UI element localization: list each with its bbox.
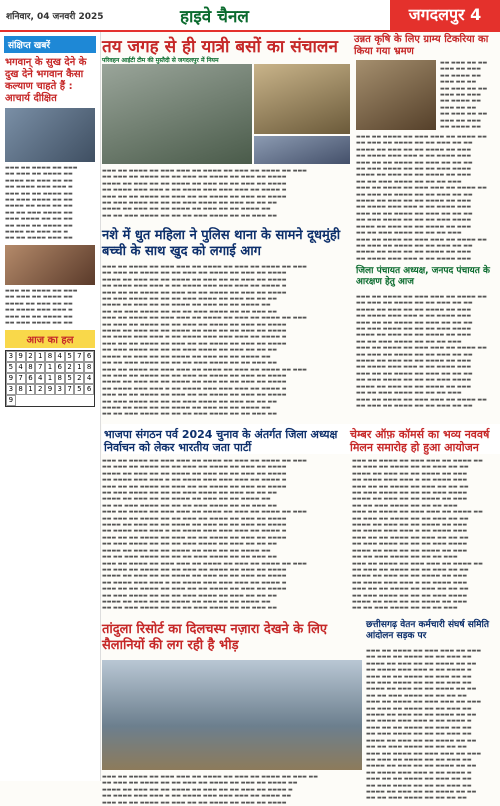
right-bottom-headline: छत्तीसगढ़ वेतन कर्मचारी संघर्ष समिति आंदोलन सड़क पर (366, 620, 489, 641)
sudoku-cell: 7 (16, 373, 26, 384)
tandula-headline: तांदुला रिसोर्ट का दिलचस्प नज़ारा देखने के लिए सैलानियों की लग रही है भीड़ (102, 622, 328, 653)
sudoku-cell: 3 (55, 384, 65, 395)
chamber-headline: चेम्बर ऑफ़ कॉमर्स का भव्य नववर्ष मिलन समारोह हो हुआ आयोजन (350, 428, 490, 454)
sudoku-cell: 4 (55, 351, 65, 362)
sudoku-cell: 3 (6, 351, 16, 362)
sudoku-cell: 5 (74, 384, 84, 395)
farm-visit-photo (356, 60, 436, 130)
sudoku-cell: 8 (84, 362, 94, 373)
sudoku-cell: 4 (16, 362, 26, 373)
sudoku-cell: 7 (74, 351, 84, 362)
main-story-text: ▬▬▬ ▬▬ ▬▬▬▬ ▬▬ ▬▬▬ ▬▬▬ ▬▬ ▬▬▬▬ ▬▬ ▬▬▬ ▬▬ ▬▬▬▬ ▬▬ ▬▬▬ ▬▬ ▬▬▬ ▬▬ ▬▬▬▬ ▬▬ ▬▬ ▬▬▬ ▬▬ ▬▬▬▬ ▬▬ ▬▬▬ ▬▬ ▬▬▬▬ ▬▬▬▬ ▬▬ ▬▬▬ ▬▬ ▬▬ ▬▬▬▬ ▬▬ ▬▬▬ ▬▬ ▬▬ ▬▬▬ ▬▬ ▬▬▬▬ ▬▬ ▬▬▬▬ ▬▬▬ ▬▬▬ ▬ ▬▬ ▬▬▬▬ ▬▬▬ ▬▬▬ ▬▬▬ ▬▬ ▬▬▬▬ ▬ ▬▬▬ ▬▬ ▬▬ ▬▬▬▬ ▬▬ ▬▬▬ ▬▬ ▬▬ ▬▬▬▬ ▬▬ ▬▬▬ ▬▬ ▬▬▬▬ ▬▬ ▬▬▬ ▬▬▬▬ ▬▬ ▬▬ ▬▬ ▬▬▬ ▬▬▬▬ ▬▬ ▬▬▬ ▬▬ ▬▬ ▬▬ ▬▬▬▬ ▬▬ ▬▬▬ ▬▬ ▬▬ ▬▬▬▬ ▬▬ ▬▬▬ ▬▬ ▬▬ ▬▬▬▬ ▬▬ ▬▬ ▬▬ ▬▬▬ ▬▬▬▬ ▬▬ ▬▬ ▬▬ ▬▬▬ ▬▬▬▬ ▬▬ ▬▬ ▬▬▬ ▬▬ (102, 168, 307, 219)
sudoku-cell: 6 (84, 384, 94, 395)
second-headline: नशे में धुत महिला ने पुलिस थाना के सामने दूधमुंही बच्ची के साथ खुद को लगाई आग (102, 228, 341, 259)
right-story-text: ▬▬▬ ▬▬ ▬▬▬▬ ▬▬ ▬▬▬ ▬▬▬ ▬▬ ▬▬▬▬ ▬▬ ▬▬ ▬▬▬ ▬▬ ▬▬▬▬ ▬▬ ▬▬ ▬▬▬ ▬▬ ▬▬ ▬▬▬▬ ▬▬ ▬▬▬ ▬▬ ▬▬ ▬▬▬▬ ▬▬ ▬▬▬ ▬▬ ▬▬▬▬ ▬▬▬ ▬▬▬ ▬ ▬▬ ▬▬▬▬ ▬▬▬ ▬▬▬ ▬▬ ▬▬ ▬▬▬▬ ▬▬ ▬▬▬ ▬▬ ▬▬ ▬▬ ▬▬ ▬▬▬ ▬▬▬▬ ▬▬ ▬▬ ▬▬ ▬▬▬ ▬▬▬▬ ▬▬▬▬ ▬▬ ▬▬▬ ▬▬ ▬▬ ▬▬▬▬ ▬▬ ▬▬▬ ▬▬ ▬▬ ▬▬▬ ▬▬▬▬ ▬▬ ▬▬ ▬▬ ▬▬▬ ▬▬▬ ▬▬ ▬▬▬▬ ▬▬ ▬▬▬ ▬▬▬ ▬▬ ▬▬▬▬ ▬▬ ▬▬ ▬▬▬ ▬▬ ▬▬▬▬ ▬▬ ▬▬ ▬▬▬ ▬▬ ▬▬ ▬▬▬▬ ▬▬ ▬▬▬ ▬▬ ▬▬ ▬▬▬▬ ▬▬ ▬▬▬ ▬▬ ▬▬▬▬ ▬▬▬ ▬▬▬ ▬ ▬▬ ▬▬▬▬ ▬▬▬ ▬▬▬ ▬▬ ▬▬ ▬▬▬▬ ▬▬ ▬▬▬ ▬▬ ▬▬ ▬▬ ▬▬ ▬▬▬ ▬▬▬▬ ▬▬ ▬▬ ▬▬ ▬▬▬ ▬▬▬▬ ▬▬▬▬ ▬▬ ▬▬▬ ▬▬ ▬▬ ▬▬▬▬ ▬▬ ▬▬▬ ▬▬ ▬▬ ▬▬▬ ▬▬▬▬ ▬▬ ▬▬ ▬▬ ▬▬▬ ▬▬▬ ▬▬ ▬▬▬▬ ▬▬ ▬▬▬ ▬▬▬ ▬▬ ▬▬▬▬ ▬▬ ▬▬ ▬▬▬ ▬▬ ▬▬▬▬ ▬▬ ▬▬ ▬▬▬ ▬▬ ▬▬ ▬▬▬▬ ▬▬ ▬▬▬ ▬▬ ▬▬ ▬▬▬▬ ▬▬ ▬▬▬ ▬▬ ▬▬▬▬ ▬▬▬ ▬▬▬ ▬ ▬▬ ▬▬▬▬ ▬▬▬ (356, 134, 487, 262)
sudoku-cell: 7 (65, 384, 75, 395)
sudoku-cell: 8 (55, 373, 65, 384)
main-headline: तय जगह से ही यात्री बसों का संचालन (102, 37, 338, 57)
sudoku-cell: 4 (84, 373, 94, 384)
right-sub-text: ▬▬▬ ▬▬ ▬▬▬▬ ▬▬ ▬▬▬ ▬▬▬ ▬▬ ▬▬▬▬ ▬▬ ▬▬ ▬▬▬ ▬▬ ▬▬▬▬ ▬▬ ▬▬ ▬▬▬ ▬▬ ▬▬ ▬▬▬▬ ▬▬ ▬▬▬ ▬▬ ▬▬ ▬▬▬▬ ▬▬ ▬▬▬ ▬▬ ▬▬▬▬ ▬▬▬ ▬▬▬ ▬ ▬▬ ▬▬▬▬ ▬▬▬ ▬▬▬ ▬▬ ▬▬ ▬▬▬▬ ▬▬ ▬▬▬ ▬▬ ▬▬ ▬▬ ▬▬ ▬▬▬ ▬▬▬▬ ▬▬ ▬▬ ▬▬ ▬▬▬ ▬▬▬▬ ▬▬▬▬ ▬▬ ▬▬▬ ▬▬ ▬▬ ▬▬▬▬ ▬▬ ▬▬▬ ▬▬ ▬▬ ▬▬▬ ▬▬▬▬ ▬▬ ▬▬ ▬▬ ▬▬▬ ▬▬▬ ▬▬ ▬▬▬▬ ▬▬ ▬▬▬ ▬▬▬ ▬▬ ▬▬▬▬ ▬▬ ▬▬ ▬▬▬ ▬▬ ▬▬▬▬ ▬▬ ▬▬ ▬▬▬ ▬▬ ▬▬ ▬▬▬▬ ▬▬ ▬▬▬ ▬▬ ▬▬ ▬▬▬▬ ▬▬ ▬▬▬ ▬▬ ▬▬▬▬ ▬▬▬ ▬▬▬ ▬ ▬▬ ▬▬▬▬ ▬▬▬ ▬▬▬ ▬▬ ▬▬ ▬▬▬▬ ▬▬ ▬▬▬ ▬▬ ▬▬ ▬▬ ▬▬ ▬▬▬ ▬▬▬▬ ▬▬ ▬▬ ▬▬ ▬▬▬ ▬▬▬▬ ▬▬▬▬ ▬▬ ▬▬▬ ▬▬ ▬▬ ▬▬▬▬ ▬▬ ▬▬▬ ▬▬ ▬▬ ▬▬▬ ▬▬▬▬ ▬▬ ▬▬ ▬▬ ▬▬▬ ▬▬▬ ▬▬ ▬▬▬▬ ▬▬ ▬▬▬ ▬▬▬ ▬▬ ▬▬▬▬ ▬▬ ▬▬ ▬▬▬ ▬▬ ▬▬▬▬ ▬▬ ▬▬ ▬▬▬ ▬▬ ▬▬ (356, 294, 487, 409)
left-body-text-2: ▬▬▬ ▬▬ ▬▬▬▬ ▬▬ ▬▬▬ ▬▬ ▬▬▬ ▬▬ ▬▬▬▬ ▬▬ ▬▬▬▬ ▬▬ ▬▬▬ ▬▬ ▬▬ ▬▬ ▬▬▬▬ ▬▬▬ ▬▬▬ ▬ ▬▬▬ ▬▬ ▬▬ ▬▬▬▬ ▬▬ ▬▬ ▬▬▬ ▬▬▬▬ ▬▬ ▬▬ (5, 287, 78, 326)
sudoku-cell: 4 (35, 373, 45, 384)
sudoku-cell: 3 (6, 384, 16, 395)
bjp-headline: भाजपा संगठन पर्व 2024 चुनाव के अंतर्गत जिला अध्यक्ष निर्वाचन को लेकर भारतीय जता पार्टी (104, 428, 338, 454)
bus-stand-photo (254, 136, 350, 164)
sudoku-cell: 1 (45, 373, 55, 384)
inspection-photo (254, 64, 350, 134)
sudoku-cell: 5 (6, 362, 16, 373)
left-photo-2 (5, 245, 95, 285)
sudoku-cell: 2 (74, 373, 84, 384)
sudoku-cell: 6 (26, 373, 36, 384)
sudoku-cell: 9 (45, 384, 55, 395)
right-bottom-text: ▬▬▬ ▬▬ ▬▬▬▬ ▬▬ ▬▬▬ ▬▬▬ ▬▬ ▬▬▬ ▬▬ ▬▬▬ ▬▬ ▬▬▬▬ ▬▬ ▬▬ ▬▬▬ ▬▬ ▬▬▬▬ ▬▬ ▬▬▬ ▬▬ ▬▬ ▬▬▬▬ ▬▬ ▬▬ ▬▬ ▬▬▬▬ ▬▬▬ ▬▬▬ ▬ ▬▬ ▬▬▬▬ ▬ ▬▬▬ ▬▬ ▬▬ ▬▬▬▬ ▬▬ ▬▬▬ ▬▬ ▬▬ ▬▬ ▬▬▬ ▬▬▬▬ ▬▬ ▬▬ ▬▬ ▬▬▬ ▬▬ ▬▬▬▬ ▬▬ ▬▬▬ ▬▬ ▬▬ ▬▬▬▬ ▬▬ ▬▬ ▬▬ ▬▬ ▬▬▬ ▬▬▬▬ ▬▬ ▬▬ ▬▬ ▬▬ ▬▬▬ ▬▬ ▬▬▬▬ ▬▬ ▬▬▬ ▬▬▬ ▬▬ ▬▬▬ ▬▬ ▬▬▬ ▬▬ ▬▬▬▬ ▬▬ ▬▬ ▬▬▬ ▬▬ ▬▬▬▬ ▬▬ ▬▬▬ ▬▬ ▬▬ ▬▬▬▬ ▬▬ ▬▬ ▬▬ ▬▬▬▬ ▬▬▬ ▬▬▬ ▬ ▬▬ ▬▬▬▬ ▬ ▬▬▬ ▬▬ ▬▬ ▬▬▬▬ ▬▬ ▬▬▬ ▬▬ ▬▬ ▬▬ ▬▬▬ ▬▬▬▬ ▬▬ ▬▬ ▬▬ ▬▬▬ ▬▬ ▬▬▬▬ ▬▬ ▬▬▬ ▬▬ ▬▬ ▬▬▬▬ ▬▬ ▬▬ ▬▬ ▬▬ ▬▬▬ ▬▬▬▬ ▬▬ ▬▬ ▬▬ ▬▬ ▬▬▬ ▬▬ ▬▬▬▬ ▬▬ ▬▬▬ ▬▬▬ ▬▬ ▬▬▬ ▬▬ ▬▬▬ ▬▬ ▬▬▬▬ ▬▬ ▬▬ ▬▬▬ ▬▬ ▬▬▬▬ ▬▬ ▬▬▬ ▬▬ ▬▬ ▬▬▬▬ ▬▬ ▬▬ ▬▬ ▬▬▬▬ ▬▬▬ ▬▬▬ ▬ ▬▬ ▬▬▬▬ ▬ ▬▬▬ ▬▬ ▬▬ ▬▬▬▬ ▬▬ ▬▬▬ ▬▬ ▬▬ ▬▬ ▬▬▬ ▬▬▬▬ ▬▬ ▬▬ ▬▬ ▬▬▬ ▬▬ ▬▬▬▬ ▬▬ ▬▬▬ ▬▬ ▬▬ ▬▬▬▬ ▬▬ ▬▬ ▬▬ ▬▬ ▬▬▬ ▬▬▬▬ ▬▬ ▬▬ ▬▬ ▬▬ (366, 648, 482, 802)
sudoku-cell: 9 (16, 351, 26, 362)
sudoku-cell: 8 (16, 384, 26, 395)
sudoku-cell: 1 (35, 351, 45, 362)
sudoku-cell: 7 (35, 362, 45, 373)
masthead (0, 0, 500, 32)
sudoku-cell: 2 (26, 351, 36, 362)
sudoku-cell: 6 (55, 362, 65, 373)
right-sub-headline: जिला पंचायत अध्यक्ष, जनपद पंचायत के आरक्षण हेतु आज (356, 266, 490, 287)
sudoku-cell: 1 (26, 384, 36, 395)
sudoku-cell: 5 (65, 373, 75, 384)
tandula-resort-photo (102, 660, 362, 770)
bus-photo (102, 64, 252, 164)
sudoku-cell: 6 (84, 351, 94, 362)
main-area (102, 32, 500, 806)
bjp-story-text: ▬▬▬ ▬▬ ▬▬▬▬ ▬▬ ▬▬▬ ▬▬▬ ▬▬ ▬▬▬▬ ▬▬ ▬▬▬ ▬▬ ▬▬▬▬ ▬▬ ▬▬▬ ▬▬ ▬▬▬ ▬▬ ▬▬▬▬ ▬▬ ▬▬ ▬▬▬ ▬▬ ▬▬▬▬ ▬▬ ▬▬▬ ▬▬ ▬▬▬▬ ▬▬▬▬ ▬▬ ▬▬▬ ▬▬ ▬▬ ▬▬▬▬ ▬▬ ▬▬▬ ▬▬ ▬▬ ▬▬▬ ▬▬ ▬▬▬▬ ▬▬ ▬▬▬▬ ▬▬▬ ▬▬▬ ▬ ▬▬ ▬▬▬▬ ▬▬▬ ▬▬▬ ▬▬▬ ▬▬ ▬▬▬▬ ▬ ▬▬▬ ▬▬ ▬▬ ▬▬▬▬ ▬▬ ▬▬▬ ▬▬ ▬▬ ▬▬▬▬ ▬▬ ▬▬▬ ▬▬ ▬▬▬▬ ▬▬ ▬▬▬ ▬▬▬▬ ▬▬ ▬▬ ▬▬ ▬▬▬ ▬▬▬▬ ▬▬ ▬▬▬ ▬▬ ▬▬ ▬▬ ▬▬▬▬ ▬▬ ▬▬▬ ▬▬ ▬▬ ▬▬▬▬ ▬▬ ▬▬▬ ▬▬ ▬▬ ▬▬▬▬ ▬▬ ▬▬ ▬▬ ▬▬▬ ▬▬▬▬ ▬▬ ▬▬ ▬▬ ▬▬▬ ▬▬▬▬ ▬▬ ▬▬ ▬▬▬ ▬▬ ▬▬▬ ▬▬ ▬▬▬▬ ▬▬ ▬▬▬ ▬▬▬ ▬▬ ▬▬▬▬ ▬▬ ▬▬▬ ▬▬ ▬▬▬▬ ▬▬ ▬▬▬ ▬▬ ▬▬▬ ▬▬ ▬▬▬▬ ▬▬ ▬▬ ▬▬▬ ▬▬ ▬▬▬▬ ▬▬ ▬▬▬ ▬▬ ▬▬▬▬ ▬▬▬▬ ▬▬ ▬▬▬ ▬▬ ▬▬ ▬▬▬▬ ▬▬ ▬▬▬ ▬▬ ▬▬ ▬▬▬ ▬▬ ▬▬▬▬ ▬▬ ▬▬▬▬ ▬▬▬ ▬▬▬ ▬ ▬▬ ▬▬▬▬ ▬▬▬ ▬▬▬ ▬▬▬ ▬▬ ▬▬▬▬ ▬ ▬▬▬ ▬▬ ▬▬ ▬▬▬▬ ▬▬ ▬▬▬ ▬▬ ▬▬ ▬▬▬▬ ▬▬ ▬▬▬ ▬▬ ▬▬▬▬ ▬▬ ▬▬▬ ▬▬▬▬ ▬▬ ▬▬ ▬▬ ▬▬▬ ▬▬▬▬ ▬▬ ▬▬▬ ▬▬ ▬▬ ▬▬ ▬▬▬▬ ▬▬ ▬▬▬ ▬▬ ▬▬ ▬▬▬▬ ▬▬ ▬▬▬ ▬▬ ▬▬ ▬▬▬▬ ▬▬ ▬▬ ▬▬ ▬▬▬ ▬▬▬▬ ▬▬ ▬▬ ▬▬ ▬▬▬ ▬▬▬▬ ▬▬ ▬▬ ▬▬▬ ▬▬ ▬▬▬ ▬▬ ▬▬▬▬ ▬▬ ▬▬▬ ▬▬▬ ▬▬ ▬▬▬▬ ▬▬ ▬▬▬ ▬▬ ▬▬▬▬ ▬▬ ▬▬▬ ▬▬ ▬▬▬ ▬▬ ▬▬▬▬ ▬▬ ▬▬ ▬▬▬ ▬▬ ▬▬▬▬ ▬▬ ▬▬▬ ▬▬ ▬▬▬▬ ▬▬▬▬ ▬▬ ▬▬▬ ▬▬ ▬▬ ▬▬▬▬ ▬▬ ▬▬▬ ▬▬ ▬▬ ▬▬▬ ▬▬ ▬▬▬▬ ▬▬ ▬▬▬▬ ▬▬▬ ▬▬▬ ▬ ▬▬ ▬▬▬▬ ▬▬▬ ▬▬▬ ▬▬▬ ▬▬ ▬▬▬▬ ▬ ▬▬▬ ▬▬ ▬▬ ▬▬▬▬ ▬▬ ▬▬▬ ▬▬ ▬▬ ▬▬▬▬ ▬▬ ▬▬▬ ▬▬ ▬▬▬▬ ▬▬ ▬▬▬ ▬▬▬▬ ▬▬ ▬▬ ▬▬ ▬▬▬ ▬▬▬▬ ▬▬ ▬▬▬ ▬▬ ▬▬ ▬▬ ▬▬▬▬ ▬▬ ▬▬▬ ▬▬ ▬▬ ▬▬▬▬ ▬▬ ▬▬▬ ▬▬ ▬▬ ▬▬▬▬ ▬▬ ▬▬ ▬▬ ▬▬▬ ▬▬▬▬ ▬▬ ▬▬ ▬▬ ▬▬▬ ▬▬▬▬ ▬▬ ▬▬ ▬▬▬ ▬▬ (102, 458, 307, 612)
sudoku-cell: 2 (35, 384, 45, 395)
brief-news-head: संक्षिप्त खबरें (4, 36, 96, 53)
sudoku-cell: 8 (26, 362, 36, 373)
sudoku-cell: 1 (45, 362, 55, 373)
puzzle-heading: आज का हल (5, 330, 95, 348)
banner-headlines (102, 424, 500, 454)
chamber-story-text: ▬▬▬ ▬▬ ▬▬▬▬ ▬▬ ▬▬▬ ▬▬▬ ▬▬ ▬▬▬▬ ▬▬ ▬▬ ▬▬▬ ▬▬ ▬▬▬▬ ▬▬ ▬▬ ▬▬▬ ▬▬ ▬▬ ▬▬▬▬ ▬▬ ▬▬▬ ▬▬ ▬▬ ▬▬▬▬ ▬▬ ▬▬▬ ▬▬ ▬▬▬▬ ▬▬▬ ▬▬▬ ▬ ▬▬ ▬▬▬▬ ▬▬▬ ▬▬▬ ▬▬ ▬▬ ▬▬▬▬ ▬▬ ▬▬▬ ▬▬ ▬▬ ▬▬ ▬▬ ▬▬▬ ▬▬▬▬ ▬▬ ▬▬ ▬▬ ▬▬▬ ▬▬▬▬ ▬▬▬▬ ▬▬ ▬▬▬ ▬▬ ▬▬ ▬▬▬▬ ▬▬ ▬▬▬ ▬▬ ▬▬ ▬▬▬ ▬▬▬▬ ▬▬ ▬▬ ▬▬ ▬▬▬ ▬▬▬ ▬▬ ▬▬▬▬ ▬▬ ▬▬▬ ▬▬▬ ▬▬ ▬▬▬▬ ▬▬ ▬▬ ▬▬▬ ▬▬ ▬▬▬▬ ▬▬ ▬▬ ▬▬▬ ▬▬ ▬▬ ▬▬▬▬ ▬▬ ▬▬▬ ▬▬ ▬▬ ▬▬▬▬ ▬▬ ▬▬▬ ▬▬ ▬▬▬▬ ▬▬▬ ▬▬▬ ▬ ▬▬ ▬▬▬▬ ▬▬▬ ▬▬▬ ▬▬ ▬▬ ▬▬▬▬ ▬▬ ▬▬▬ ▬▬ ▬▬ ▬▬ ▬▬ ▬▬▬ ▬▬▬▬ ▬▬ ▬▬ ▬▬ ▬▬▬ ▬▬▬▬ ▬▬▬▬ ▬▬ ▬▬▬ ▬▬ ▬▬ ▬▬▬▬ ▬▬ ▬▬▬ ▬▬ ▬▬ ▬▬▬ ▬▬▬▬ ▬▬ ▬▬ ▬▬ ▬▬▬ ▬▬▬ ▬▬ ▬▬▬▬ ▬▬ ▬▬▬ ▬▬▬ ▬▬ ▬▬▬▬ ▬▬ ▬▬ ▬▬▬ ▬▬ ▬▬▬▬ ▬▬ ▬▬ ▬▬▬ ▬▬ ▬▬ ▬▬▬▬ ▬▬ ▬▬▬ ▬▬ ▬▬ ▬▬▬▬ ▬▬ ▬▬▬ ▬▬ ▬▬▬▬ ▬▬▬ ▬▬▬ ▬ ▬▬ ▬▬▬▬ ▬▬▬ ▬▬▬ ▬▬ ▬▬ ▬▬▬▬ ▬▬ ▬▬▬ ▬▬ ▬▬ ▬▬ ▬▬ ▬▬▬ ▬▬▬▬ ▬▬ ▬▬ ▬▬ ▬▬▬ ▬▬▬▬ ▬▬▬▬ ▬▬ ▬▬▬ ▬▬ ▬▬ ▬▬▬▬ ▬▬ ▬▬▬ ▬▬ ▬▬ ▬▬▬ ▬▬▬▬ ▬▬ ▬▬ ▬▬ ▬▬▬ (352, 458, 483, 612)
city-page-label: जगदलपुर 4 (390, 0, 500, 30)
right-top-text: ▬▬ ▬▬▬ ▬▬ ▬▬ ▬▬▬ ▬▬ ▬▬▬ ▬▬ ▬▬▬▬ ▬▬ ▬▬▬ ▬▬ ▬▬ ▬▬ ▬▬▬ ▬▬ ▬▬ ▬▬▬ ▬▬ ▬▬▬ ▬▬ ▬▬▬▬ ▬▬ ▬▬▬ ▬▬ ▬▬ ▬▬ ▬▬▬ ▬▬ ▬▬ ▬▬▬ ▬▬ ▬▬▬ ▬▬ ▬▬▬▬ ▬▬ (440, 60, 488, 131)
left-photo (5, 108, 95, 162)
right-headline: उन्नत कृषि के लिए ग्राम्य टिकरिया का किया गया भ्रमण (354, 34, 489, 57)
paper-name: हाइवे चैनल (180, 7, 249, 27)
sudoku-cell: 9 (6, 395, 16, 406)
sudoku-cell: 5 (65, 351, 75, 362)
left-headline: भगवान् के सुख देने के दुख देने भगवान कैसा कल्याण चाहते हैं : आचार्य दीक्षित (5, 57, 87, 104)
second-story-text: ▬▬▬ ▬▬ ▬▬▬▬ ▬▬ ▬▬▬ ▬▬▬ ▬▬ ▬▬▬▬ ▬▬ ▬▬▬ ▬▬ ▬▬▬▬ ▬▬ ▬▬▬ ▬▬ ▬▬▬ ▬▬ ▬▬▬▬ ▬▬ ▬▬ ▬▬▬ ▬▬ ▬▬▬▬ ▬▬ ▬▬▬ ▬▬ ▬▬▬▬ ▬▬▬▬ ▬▬ ▬▬▬ ▬▬ ▬▬ ▬▬▬▬ ▬▬ ▬▬▬ ▬▬ ▬▬ ▬▬▬ ▬▬ ▬▬▬▬ ▬▬ ▬▬▬▬ ▬▬▬ ▬▬▬ ▬ ▬▬ ▬▬▬▬ ▬▬▬ ▬▬▬ ▬▬▬ ▬▬ ▬▬▬▬ ▬ ▬▬▬ ▬▬ ▬▬ ▬▬▬▬ ▬▬ ▬▬▬ ▬▬ ▬▬ ▬▬▬▬ ▬▬ ▬▬▬ ▬▬ ▬▬▬▬ ▬▬ ▬▬▬ ▬▬▬▬ ▬▬ ▬▬ ▬▬ ▬▬▬ ▬▬▬▬ ▬▬ ▬▬▬ ▬▬ ▬▬ ▬▬ ▬▬▬▬ ▬▬ ▬▬▬ ▬▬ ▬▬ ▬▬▬▬ ▬▬ ▬▬▬ ▬▬ ▬▬ ▬▬▬▬ ▬▬ ▬▬ ▬▬ ▬▬▬ ▬▬▬▬ ▬▬ ▬▬ ▬▬ ▬▬▬ ▬▬▬▬ ▬▬ ▬▬ ▬▬▬ ▬▬ ▬▬▬ ▬▬ ▬▬▬▬ ▬▬ ▬▬▬ ▬▬▬ ▬▬ ▬▬▬▬ ▬▬ ▬▬▬ ▬▬ ▬▬▬▬ ▬▬ ▬▬▬ ▬▬ ▬▬▬ ▬▬ ▬▬▬▬ ▬▬ ▬▬ ▬▬▬ ▬▬ ▬▬▬▬ ▬▬ ▬▬▬ ▬▬ ▬▬▬▬ ▬▬▬▬ ▬▬ ▬▬▬ ▬▬ ▬▬ ▬▬▬▬ ▬▬ ▬▬▬ ▬▬ ▬▬ ▬▬▬ ▬▬ ▬▬▬▬ ▬▬ ▬▬▬▬ ▬▬▬ ▬▬▬ ▬ ▬▬ ▬▬▬▬ ▬▬▬ ▬▬▬ ▬▬▬ ▬▬ ▬▬▬▬ ▬ ▬▬▬ ▬▬ ▬▬ ▬▬▬▬ ▬▬ ▬▬▬ ▬▬ ▬▬ ▬▬▬▬ ▬▬ ▬▬▬ ▬▬ ▬▬▬▬ ▬▬ ▬▬▬ ▬▬▬▬ ▬▬ ▬▬ ▬▬ ▬▬▬ ▬▬▬▬ ▬▬ ▬▬▬ ▬▬ ▬▬ ▬▬ ▬▬▬▬ ▬▬ ▬▬▬ ▬▬ ▬▬ ▬▬▬▬ ▬▬ ▬▬▬ ▬▬ ▬▬ ▬▬▬▬ ▬▬ ▬▬ ▬▬ ▬▬▬ ▬▬▬▬ ▬▬ ▬▬ ▬▬ ▬▬▬ ▬▬▬▬ ▬▬ ▬▬ ▬▬▬ ▬▬ ▬▬▬ ▬▬ ▬▬▬▬ ▬▬ ▬▬▬ ▬▬▬ ▬▬ ▬▬▬▬ ▬▬ ▬▬▬ ▬▬ ▬▬▬▬ ▬▬ ▬▬▬ ▬▬ ▬▬▬ ▬▬ ▬▬▬▬ ▬▬ ▬▬ ▬▬▬ ▬▬ ▬▬▬▬ ▬▬ ▬▬▬ ▬▬ ▬▬▬▬ ▬▬▬▬ ▬▬ ▬▬▬ ▬▬ ▬▬ ▬▬▬▬ ▬▬ ▬▬▬ ▬▬ ▬▬ ▬▬▬ ▬▬ ▬▬▬▬ ▬▬ ▬▬▬▬ ▬▬▬ ▬▬▬ ▬ ▬▬ ▬▬▬▬ ▬▬▬ ▬▬▬ ▬▬▬ ▬▬ ▬▬▬▬ ▬ ▬▬▬ ▬▬ ▬▬ ▬▬▬▬ ▬▬ ▬▬▬ ▬▬ ▬▬ ▬▬▬▬ ▬▬ ▬▬▬ ▬▬ ▬▬▬▬ ▬▬ ▬▬▬ ▬▬▬▬ ▬▬ ▬▬ ▬▬ ▬▬▬ ▬▬▬▬ ▬▬ ▬▬▬ ▬▬ ▬▬ ▬▬ ▬▬▬▬ ▬▬ ▬▬▬ ▬▬ ▬▬ ▬▬▬▬ ▬▬ ▬▬▬ ▬▬ ▬▬ ▬▬▬▬ ▬▬ ▬▬ ▬▬ ▬▬▬ ▬▬▬▬ ▬▬ ▬▬ ▬▬ ▬▬▬ ▬▬▬▬ ▬▬ ▬▬ ▬▬▬ ▬▬ (102, 264, 307, 418)
sudoku-cell: 1 (74, 362, 84, 373)
sudoku-grid (5, 350, 95, 407)
sudoku-cell: 8 (45, 351, 55, 362)
issue-date: शनिवार, 04 जनवरी 2025 (6, 12, 104, 22)
tandula-story-text: ▬▬▬ ▬▬ ▬▬▬▬ ▬▬ ▬▬▬ ▬▬▬ ▬▬ ▬▬▬▬ ▬▬ ▬▬▬ ▬▬ ▬▬▬▬ ▬▬ ▬▬▬ ▬▬ ▬▬ ▬▬▬ ▬▬ ▬▬▬▬ ▬▬ ▬▬ ▬▬▬ ▬▬ ▬▬▬▬ ▬▬ ▬▬▬ ▬▬ ▬▬▬▬ ▬▬ ▬▬▬▬ ▬▬ ▬▬▬ ▬▬ ▬▬ ▬▬▬▬ ▬▬ ▬▬▬ ▬▬ ▬▬ ▬▬▬ ▬▬ ▬▬▬▬ ▬ ▬▬ ▬▬▬▬ ▬▬▬ ▬▬▬ ▬ ▬▬ ▬▬▬▬ ▬▬▬ ▬▬▬ ▬▬▬ ▬▬ ▬▬▬▬ ▬▬ ▬▬▬ ▬▬ ▬▬ ▬▬▬▬ ▬▬ ▬▬▬ ▬▬ ▬▬ ▬▬▬▬ ▬▬ ▬▬▬ ▬▬ ▬▬▬▬ (102, 774, 318, 806)
sudoku-cell: 2 (65, 362, 75, 373)
left-body-text: ▬▬▬ ▬▬ ▬▬▬▬ ▬▬ ▬▬▬ ▬▬ ▬▬▬ ▬▬ ▬▬▬▬ ▬▬ ▬▬▬▬ ▬▬ ▬▬▬ ▬▬ ▬▬ ▬▬ ▬▬▬▬ ▬▬▬ ▬▬▬ ▬ ▬▬▬ ▬▬ ▬▬ ▬▬▬▬ ▬▬ ▬▬ ▬▬▬ ▬▬▬▬ ▬▬ ▬▬ ▬▬▬▬ ▬▬ ▬▬▬ ▬▬ ▬▬ ▬▬ ▬▬ ▬▬▬ ▬▬▬▬ ▬▬ ▬▬▬ ▬▬▬▬ ▬▬ ▬▬ ▬▬ ▬▬ ▬▬▬ ▬▬ ▬▬▬▬ ▬▬ ▬▬▬▬ ▬▬ ▬▬▬ ▬▬ ▬ ▬▬ ▬▬ ▬▬▬▬ ▬▬▬ ▬▬ (5, 165, 78, 242)
main-kicker: परिवहन आईटी टीम की मुस्तैदी से जगदलपुर में नियम (102, 57, 219, 64)
sudoku-cell: 9 (6, 373, 16, 384)
left-column (0, 32, 101, 781)
